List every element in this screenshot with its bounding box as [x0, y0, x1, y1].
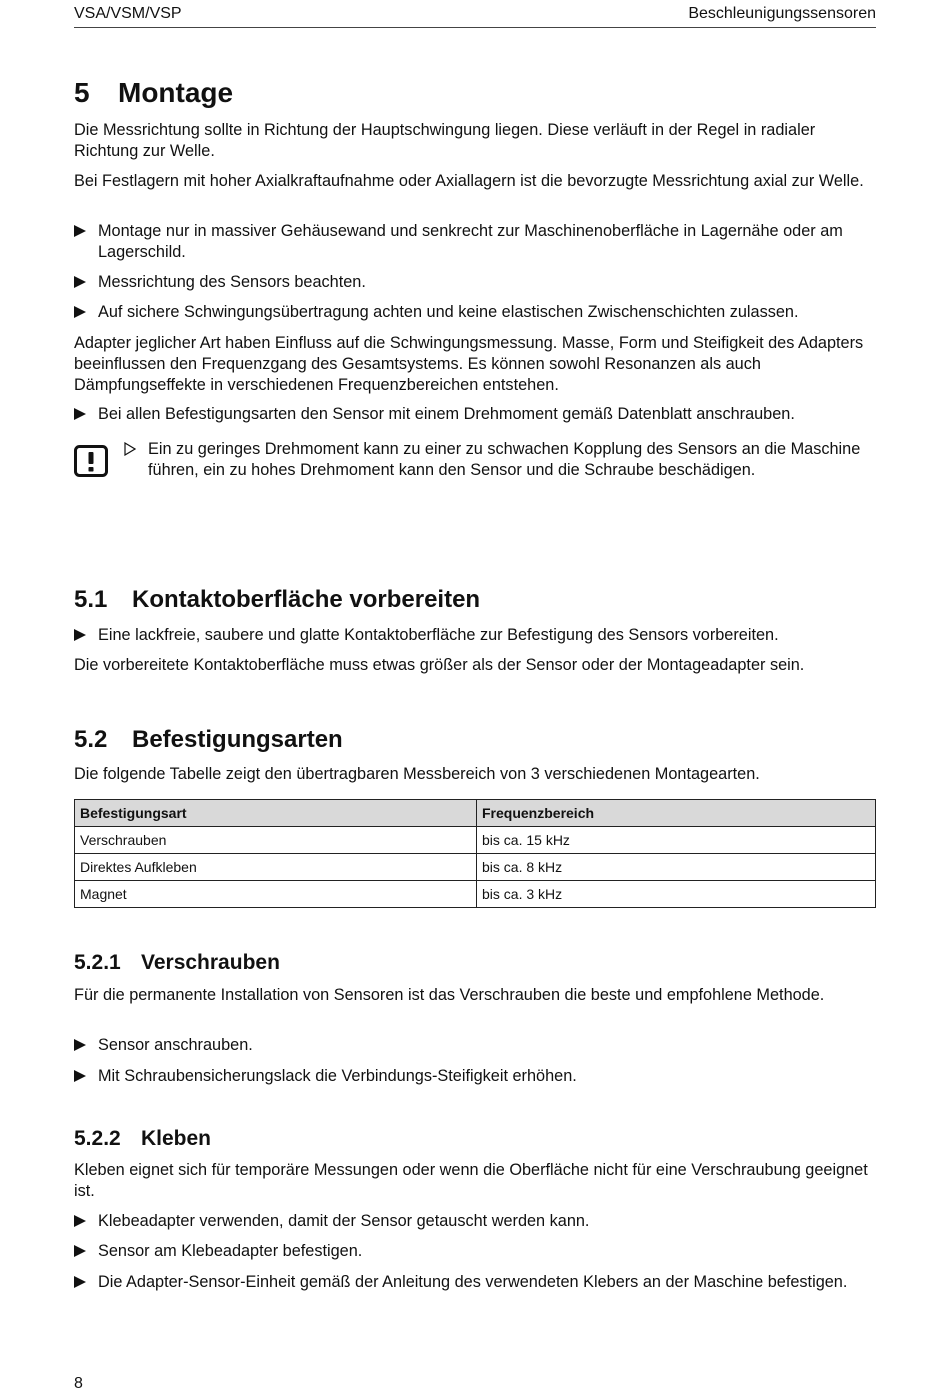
header-product: VSA/VSM/VSP: [74, 5, 182, 22]
table-row: [75, 854, 876, 881]
instruction-text: Mit Schraubensicherungslack die Verbindungs-Steifigkeit erhöhen.: [98, 1067, 577, 1085]
paragraph: Die folgende Tabelle zeigt den übertragbaren Messbereich von 3 verschiedenen Montagearten.: [74, 765, 760, 783]
table-row: [75, 881, 876, 908]
warning-text: Ein zu geringes Drehmoment kann zu einer zu schwachen Kopplung des Sensors an die Maschine führen, ein zu hohes Drehmoment kann den Sensor und die Schraube beschädigen.: [148, 440, 861, 479]
instruction-item: [74, 221, 876, 263]
page-header: [74, 5, 876, 28]
paragraph: Die Messrichtung sollte in Richtung der Hauptschwingung liegen. Diese verläuft in der Regel in radialer Richtung zur Welle.: [74, 121, 816, 160]
table-header-row: [75, 800, 876, 827]
arrow-bullet-icon: [74, 1215, 86, 1227]
instruction-item: [74, 302, 876, 323]
section-number: 5.2.1: [74, 951, 121, 974]
paragraph: Die vorbereitete Kontaktoberfläche muss etwas größer als der Sensor oder der Montageadapter sein.: [74, 656, 805, 674]
arrow-bullet-icon: [74, 1245, 86, 1257]
section-number: 5.2: [74, 726, 108, 753]
table-cell: bis ca. 15 kHz: [477, 827, 876, 854]
section-5-2-heading: [74, 726, 876, 754]
table-cell: Direktes Aufkleben: [75, 854, 477, 881]
instruction-text: Die Adapter-Sensor-Einheit gemäß der Anleitung des verwendeten Klebers an der Maschine befestigen.: [98, 1273, 848, 1291]
paragraph: Für die permanente Installation von Sensoren ist das Verschrauben die beste und empfohlene Methode.: [74, 986, 825, 1004]
paragraph: Bei Festlagern mit hoher Axialkraftaufnahme oder Axiallagern ist die bevorzugte Messrichtung axial zur Welle.: [74, 172, 864, 190]
warning-note: [74, 439, 876, 505]
arrow-bullet-icon: [74, 408, 86, 420]
header-topic: Beschleunigungssensoren: [688, 5, 876, 22]
page-number: 8: [74, 1375, 83, 1392]
section-number: 5.1: [74, 586, 108, 613]
section-number: 5: [74, 77, 90, 108]
instruction-text: Messrichtung des Sensors beachten.: [98, 273, 366, 291]
instruction-item: [74, 272, 876, 293]
table-row: [75, 827, 876, 854]
instruction-text: Sensor anschrauben.: [98, 1036, 253, 1054]
section-5-1-heading: [74, 586, 876, 614]
arrow-bullet-icon: [74, 629, 86, 641]
section-5-2-2-heading: [74, 1126, 876, 1152]
table-header-cell: Befestigungsart: [75, 800, 477, 827]
section-title: Kontaktoberfläche vorbereiten: [132, 586, 481, 613]
arrow-bullet-icon: [74, 1070, 86, 1082]
document-page: [74, 0, 876, 1393]
instruction-item: [74, 1272, 876, 1293]
section-number: 5.2.2: [74, 1127, 121, 1150]
arrow-bullet-icon: [74, 1039, 86, 1051]
section-title: Befestigungsarten: [132, 726, 343, 753]
section-title: Verschrauben: [141, 951, 280, 974]
paragraph: Adapter jeglicher Art haben Einfluss auf die Schwingungsmessung. Masse, Form und Steifigkeit des Adapters beeinflussen den Frequenzgang des Gesamtsystems. Es können sowohl Resonanzen als auch Dämpfungseffekte in verschiedenen Frequenzbereichen entstehen.: [74, 334, 864, 394]
table-cell: Magnet: [75, 881, 477, 908]
section-5-2-1-heading: [74, 950, 876, 976]
instruction-text: Klebeadapter verwenden, damit der Sensor getauscht werden kann.: [98, 1212, 590, 1230]
instruction-text: Bei allen Befestigungsarten den Sensor mit einem Drehmoment gemäß Datenblatt anschrauben.: [98, 405, 795, 423]
instruction-text: Auf sichere Schwingungsübertragung achten und keine elastischen Zwischenschichten zulassen.: [98, 303, 799, 321]
instruction-item: [74, 625, 876, 646]
arrow-bullet-icon: [74, 225, 86, 237]
section-title: Montage: [118, 77, 234, 108]
table-cell: bis ca. 3 kHz: [477, 881, 876, 908]
instruction-item: [74, 1241, 876, 1262]
instruction-text: Montage nur in massiver Gehäusewand und senkrecht zur Maschinenoberfläche in Lagernähe oder am Lagerschild.: [98, 222, 843, 261]
arrow-bullet-icon: [74, 306, 86, 318]
instruction-item: [74, 1211, 876, 1232]
mounting-table: [74, 799, 876, 908]
section-5-heading: [74, 77, 876, 109]
arrow-bullet-icon: [74, 1276, 86, 1288]
instruction-item: [74, 1035, 876, 1056]
instruction-item: [74, 404, 876, 425]
warning-exclamation-icon: [74, 445, 108, 477]
table-cell: Verschrauben: [75, 827, 477, 854]
hollow-arrow-bullet-icon: [124, 442, 136, 456]
table-cell: bis ca. 8 kHz: [477, 854, 876, 881]
instruction-text: Sensor am Klebeadapter befestigen.: [98, 1242, 363, 1260]
arrow-bullet-icon: [74, 276, 86, 288]
instruction-text: Eine lackfreie, saubere und glatte Kontaktoberfläche zur Befestigung des Sensors vorbereiten.: [98, 626, 779, 644]
section-title: Kleben: [141, 1127, 212, 1150]
paragraph: Kleben eignet sich für temporäre Messungen oder wenn die Oberfläche nicht für eine Verschraubung geeignet ist.: [74, 1161, 868, 1200]
instruction-item: [74, 1066, 876, 1087]
table-header-cell: Frequenzbereich: [477, 800, 876, 827]
